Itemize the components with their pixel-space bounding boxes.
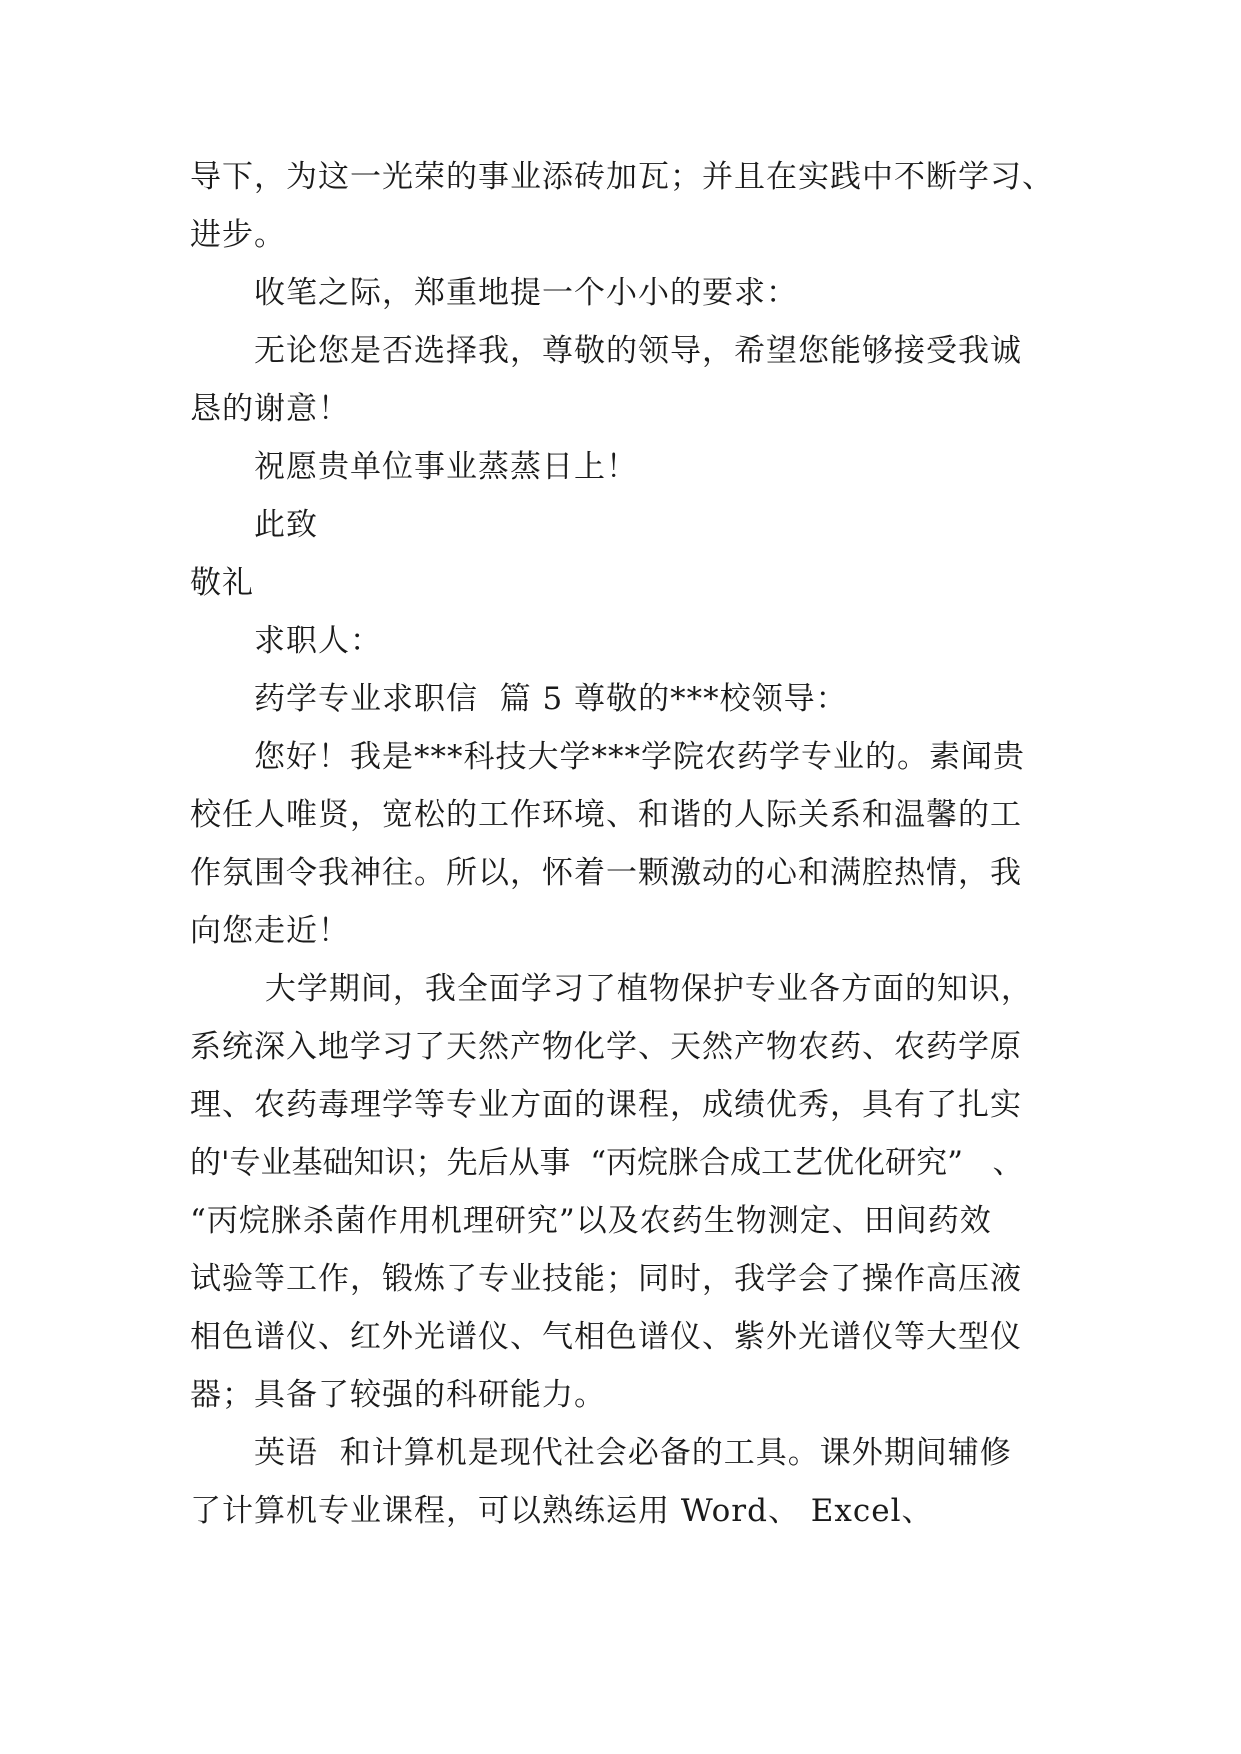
text-line: 器；具备了较强的科研能力。	[190, 1377, 606, 1413]
text-line: 您好！我是***科技大学***学院农药学专业的。素闻贵	[254, 739, 1025, 775]
text-line: 祝愿贵单位事业蒸蒸日上！	[254, 449, 638, 485]
text-line: 向您走近！	[190, 913, 350, 949]
text-line: 系统深入地学习了天然产物化学、天然产物农药、农药学原	[190, 1029, 1022, 1065]
text-line: 进步。	[190, 217, 286, 253]
text-line: 收笔之际，郑重地提一个小小的要求：	[254, 275, 798, 311]
text-line: 校任人唯贤，宽松的工作环境、和谐的人际关系和温馨的工	[190, 797, 1022, 833]
signature-label: 求职人：	[254, 623, 382, 659]
closing-salute: 敬礼	[190, 565, 254, 601]
text-line: “丙烷脒杀菌作用机理研究”以及农药生物测定、田间药效	[190, 1203, 992, 1239]
text-line: 恳的谢意！	[190, 391, 350, 427]
text-line: 导下，为这一光荣的事业添砖加瓦；并且在实践中不断学习、	[190, 159, 1054, 195]
text-line: 理、农药毒理学等专业方面的课程，成绩优秀，具有了扎实	[190, 1087, 1022, 1123]
text-line: 相色谱仪、红外光谱仪、气相色谱仪、紫外光谱仪等大型仪	[190, 1319, 1022, 1355]
text-line: 的'专业基础知识；先后从事 “丙烷脒合成工艺优化研究” 、	[190, 1145, 1024, 1181]
text-line: 英语 和计算机是现代社会必备的工具。课外期间辅修	[254, 1435, 1012, 1471]
text-line: 试验等工作，锻炼了专业技能；同时，我学会了操作高压液	[190, 1261, 1022, 1297]
section-heading: 药学专业求职信 篇 5 尊敬的***校领导：	[254, 681, 848, 717]
text-line: 作氛围令我神往。所以，怀着一颗激动的心和满腔热情，我	[190, 855, 1022, 891]
document-body	[190, 148, 1070, 1540]
text-line: 了计算机专业课程，可以熟练运用 Word、 Excel、	[190, 1493, 934, 1529]
text-line: 大学期间，我全面学习了植物保护专业各方面的知识，	[254, 971, 1033, 1007]
text-line: 无论您是否选择我，尊敬的领导，希望您能够接受我诚	[254, 333, 1022, 369]
closing-phrase: 此致	[254, 507, 318, 543]
